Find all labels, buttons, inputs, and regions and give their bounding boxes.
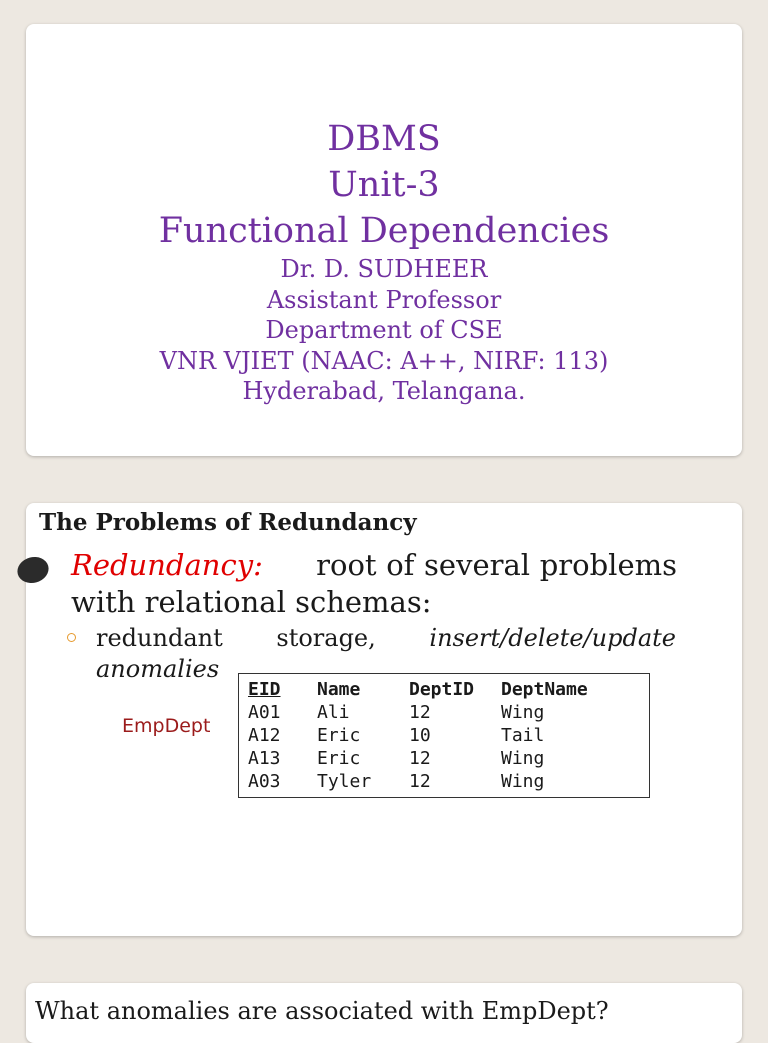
header-eid: EID: [248, 679, 281, 700]
cell-deptid: 12: [409, 748, 431, 769]
table-row: [248, 747, 621, 770]
cell-eid: A12: [248, 725, 281, 746]
bullet-redundancy: [71, 547, 677, 621]
title-slide: [26, 24, 742, 456]
sub-bullet-word: insert/delete/update: [429, 624, 676, 652]
anomalies-slide: [26, 983, 742, 1043]
institute-location: Hyderabad, Telangana.: [242, 377, 526, 405]
cell-deptname: Wing: [501, 702, 545, 723]
header-name: Name: [317, 679, 361, 700]
header-deptname: DeptName: [501, 679, 588, 700]
sub-bullet-icon: [67, 633, 76, 642]
table-header-row: [248, 678, 621, 701]
empdept-table: [238, 673, 650, 798]
redundancy-term: Redundancy:: [71, 548, 263, 582]
cell-name: Eric: [317, 748, 361, 769]
sub-bullet-word: redundant: [96, 624, 223, 652]
cell-deptid: 10: [409, 725, 431, 746]
author-department: Department of CSE: [265, 316, 503, 344]
cell-deptname: Wing: [501, 771, 545, 792]
cell-deptname: Wing: [501, 748, 545, 769]
topic-title: Functional Dependencies: [158, 211, 610, 251]
course-title: DBMS: [327, 119, 441, 159]
bullet-word: problems: [539, 548, 677, 582]
author-name: Dr. D. SUDHEER: [280, 255, 488, 283]
anomalies-question: What anomalies are associated with EmpDept?: [35, 997, 609, 1025]
sub-bullet-line2: anomalies: [96, 655, 220, 683]
header-deptid: DeptID: [409, 679, 475, 700]
bullet-word: of: [386, 548, 415, 582]
cell-eid: A03: [248, 771, 281, 792]
cell-deptname: Tail: [501, 725, 545, 746]
author-designation: Assistant Professor: [266, 285, 502, 314]
redundancy-slide: [26, 503, 742, 936]
unit-title: Unit-3: [328, 165, 440, 205]
table-row: [248, 770, 621, 793]
cell-name: Tyler: [317, 771, 372, 792]
cell-name: Eric: [317, 725, 361, 746]
cell-eid: A01: [248, 702, 281, 723]
table-row: [248, 701, 621, 724]
institute-name: VNR VJIET (NAAC: A++, NIRF: 113): [159, 346, 609, 375]
cell-deptid: 12: [409, 702, 431, 723]
slide-heading: The Problems of Redundancy: [39, 509, 417, 536]
table-row: [248, 724, 621, 747]
table-label: EmpDept: [122, 715, 211, 737]
bullet-word: root: [316, 548, 377, 582]
bullet-line2: with relational schemas:: [71, 585, 432, 619]
bullet-icon: [14, 554, 51, 587]
title-block: [26, 116, 742, 407]
sub-bullet-word: storage,: [276, 624, 376, 652]
cell-deptid: 12: [409, 771, 431, 792]
cell-eid: A13: [248, 748, 281, 769]
bullet-word: several: [424, 548, 531, 582]
cell-name: Ali: [317, 702, 350, 723]
